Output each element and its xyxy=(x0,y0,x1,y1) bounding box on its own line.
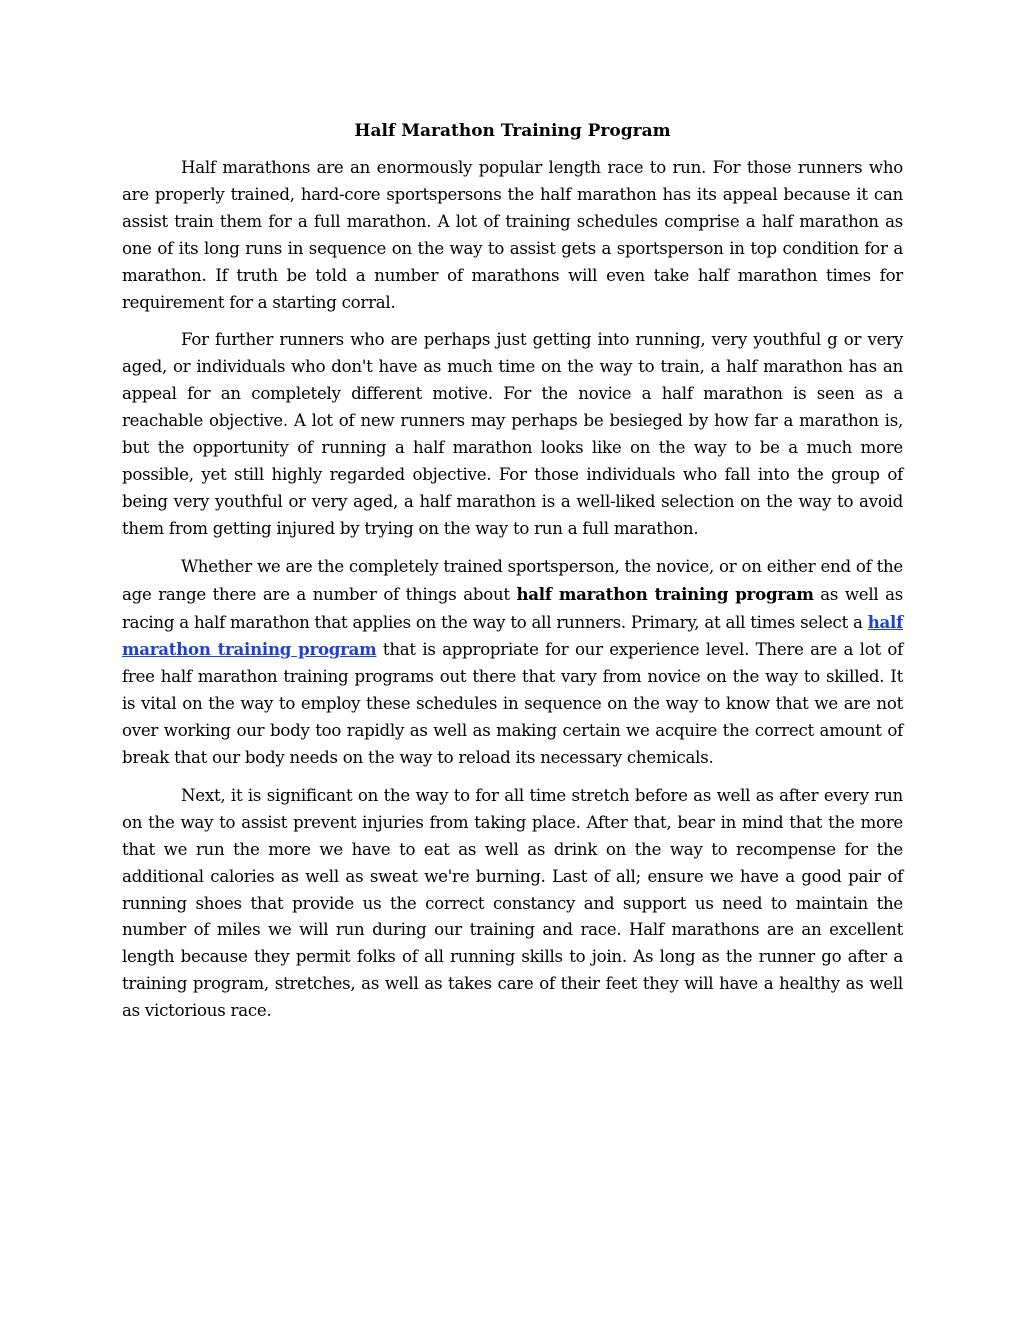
paragraph-3-text-a: Whether we are the completely trained sportsperson, the novice, or on either end of the age range there are a number of things about xyxy=(122,556,903,604)
bold-keyword: half marathon training program xyxy=(516,583,814,604)
paragraph-3-text-c: that is appropriate for our experience level. There are a lot of free half marathon training programs out there that vary from novice on the way to skilled. It is vital on the way to employ these schedules in sequence on the way to know that we are not over working our body too rapidly as well as making certain we acquire the correct amount of break that our body needs on the way to reload its necessary chemicals. xyxy=(122,640,903,768)
document-title: Half Marathon Training Program xyxy=(354,121,671,141)
document-page xyxy=(122,118,903,1036)
paragraph-3 xyxy=(122,554,903,772)
paragraph-2: For further runners who are perhaps just getting into running, very youthful g or very aged, or individuals who don't have as much time on the way to train, a half marathon has an appeal for an completely different motive. For the novice a half marathon is seen as a reachable objective. A lot of new runners may perhaps be besieged by how far a marathon is, but the opportunity of running a half marathon looks like on the way to be a much more possible, yet still highly regarded objective. For those individuals who fall into the group of being very youthful or very aged, a half marathon is a well-liked selection on the way to avoid them from getting injured by trying on the way to run a full marathon. xyxy=(122,330,903,538)
paragraph-3-text-b: as well as racing a half marathon that applies on the way to all runners. Primary, at all times select a xyxy=(122,584,904,632)
paragraph-1: Half marathons are an enormously popular length race to run. For those runners who are properly trained, hard-core sportspersons the half marathon has its appeal because it can assist train them for a full marathon. A lot of training schedules comprise a half marathon as one of its long runs in sequence on the way to assist gets a sportsperson in top condition for a marathon. If truth be told a number of marathons will even take half marathon times for requirement for a starting corral. xyxy=(122,158,903,312)
training-program-link[interactable]: half marathon training program xyxy=(122,611,903,660)
paragraph-4: Next, it is significant on the way to for all time stretch before as well as after every run on the way to assist prevent injuries from taking place. After that, bear in mind that the more that we run the more we have to eat as well as drink on the way to recompense for the additional calories as well as sweat we're burning. Last of all; ensure we have a good pair of running shoes that provide us the correct constancy and support us need to maintain the number of miles we will run during our training and race. Half marathons are an excellent length because they permit folks of all running skills to join. As long as the runner go after a training program, stretches, as well as takes care of their feet they will have a healthy as well as victorious race. xyxy=(122,785,903,1021)
